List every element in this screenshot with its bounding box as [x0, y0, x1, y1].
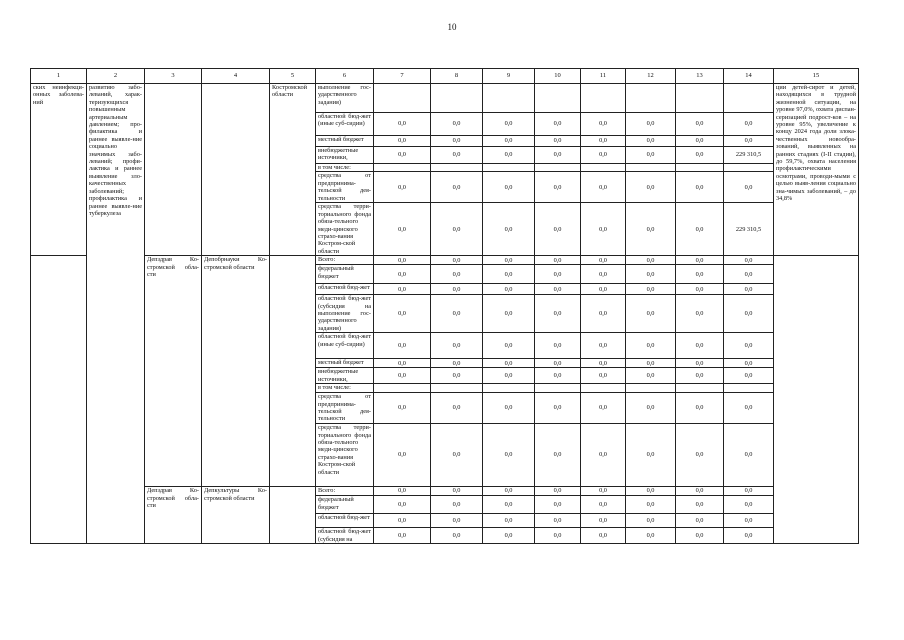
value-cell: 0,0	[374, 147, 431, 164]
value-cell: 0,0	[626, 265, 676, 284]
value-cell: 0,0	[431, 265, 483, 284]
source-label: в том числе:	[316, 384, 374, 393]
value-cell: 0,0	[483, 172, 535, 203]
value-cell: 0,0	[724, 256, 774, 265]
value-cell	[431, 384, 483, 393]
source-label: Всего:	[316, 256, 374, 265]
value-cell: 0,0	[535, 295, 581, 333]
value-cell: 0,0	[374, 203, 431, 256]
value-cell: 0,0	[483, 496, 535, 514]
value-cell: 0,0	[626, 136, 676, 147]
value-cell: 0,0	[676, 147, 724, 164]
value-cell: 0,0	[431, 172, 483, 203]
value-cell: 0,0	[431, 113, 483, 136]
value-cell: 0,0	[535, 487, 581, 496]
header-cell: 5	[270, 69, 316, 84]
value-cell: 0,0	[676, 136, 724, 147]
value-cell: 0,0	[581, 487, 626, 496]
value-cell: 0,0	[581, 295, 626, 333]
value-cell: 0,0	[724, 528, 774, 544]
value-cell: 0,0	[626, 295, 676, 333]
budget-table	[30, 68, 859, 544]
value-cell: 0,0	[431, 284, 483, 295]
task-description: развитию забо-леваний, харак-теризующихся повышенным артериальным давлением; про-филактика и раннее выявле-ние социально значимых забо-леваний; профи-лактика и раннее выявление зло-качественных заболеваний; профилактика и раннее выявле-ние туберкулеза	[87, 84, 145, 544]
value-cell	[374, 84, 431, 113]
value-cell	[483, 164, 535, 172]
value-cell: 0,0	[676, 496, 724, 514]
value-cell: 0,0	[483, 284, 535, 295]
value-cell: 0,0	[374, 359, 431, 368]
source-label: федеральный бюджет	[316, 265, 374, 284]
value-cell: 0,0	[581, 256, 626, 265]
source-label: выполнение гос-ударственного задания)	[316, 84, 374, 113]
value-cell: 0,0	[676, 393, 724, 424]
value-cell: 0,0	[724, 359, 774, 368]
value-cell: 0,0	[483, 333, 535, 359]
coexecutor-cell	[202, 84, 270, 256]
value-cell: 0,0	[535, 393, 581, 424]
value-cell: 0,0	[483, 203, 535, 256]
region-empty	[270, 487, 316, 544]
source-label: средства от предпринима-тельской дея-тельности	[316, 393, 374, 424]
responsible-executor: Депздрав Ко-стромской обла-сти	[145, 487, 202, 544]
value-cell: 0,0	[483, 514, 535, 528]
empty-col1	[31, 256, 87, 544]
value-cell	[535, 384, 581, 393]
source-label: средства терри-ториального фонда обяза-тельного меди-цинского страхо-вания Костром-ской области	[316, 203, 374, 256]
value-cell: 0,0	[676, 256, 724, 265]
value-cell	[676, 84, 724, 113]
value-cell: 0,0	[581, 284, 626, 295]
value-cell: 0,0	[724, 333, 774, 359]
value-cell	[374, 164, 431, 172]
value-cell: 0,0	[626, 333, 676, 359]
value-cell: 0,0	[676, 284, 724, 295]
value-cell: 0,0	[724, 113, 774, 136]
result-empty	[774, 256, 859, 544]
header-cell: 9	[483, 69, 535, 84]
header-cell: 4	[202, 69, 270, 84]
header-cell: 3	[145, 69, 202, 84]
source-label: в том числе:	[316, 164, 374, 172]
source-label: областной бюд-жет (субсидия на выполнение гос-ударственного задания)	[316, 295, 374, 333]
header-cell: 8	[431, 69, 483, 84]
value-cell: 0,0	[483, 393, 535, 424]
value-cell: 0,0	[374, 528, 431, 544]
value-cell: 0,0	[581, 172, 626, 203]
value-cell: 0,0	[626, 528, 676, 544]
header-cell: 11	[581, 69, 626, 84]
value-cell: 0,0	[374, 368, 431, 384]
value-cell: 0,0	[626, 514, 676, 528]
region-cell: Костромской области	[270, 84, 316, 256]
value-cell: 0,0	[483, 295, 535, 333]
value-cell: 0,0	[431, 368, 483, 384]
value-cell: 0,0	[374, 295, 431, 333]
value-cell: 0,0	[535, 514, 581, 528]
value-cell: 0,0	[676, 359, 724, 368]
source-label: средства терри-ториального фонда обяза-тельного меди-цинского страхо-вания Костром-ской области	[316, 424, 374, 487]
value-cell: 0,0	[581, 147, 626, 164]
value-cell: 0,0	[724, 136, 774, 147]
value-cell: 0,0	[581, 113, 626, 136]
value-cell: 0,0	[676, 265, 724, 284]
value-cell: 0,0	[374, 136, 431, 147]
header-cell: 1	[31, 69, 87, 84]
value-cell: 0,0	[431, 147, 483, 164]
value-cell: 0,0	[374, 265, 431, 284]
value-cell: 0,0	[431, 295, 483, 333]
value-cell	[483, 84, 535, 113]
source-label: областной бюд-жет	[316, 514, 374, 528]
value-cell: 0,0	[724, 393, 774, 424]
header-cell: 2	[87, 69, 145, 84]
value-cell: 229 310,5	[724, 147, 774, 164]
value-cell: 0,0	[374, 113, 431, 136]
table-row	[31, 487, 859, 496]
value-cell: 0,0	[626, 359, 676, 368]
value-cell: 0,0	[724, 514, 774, 528]
value-cell: 0,0	[374, 256, 431, 265]
value-cell: 0,0	[676, 113, 724, 136]
value-cell	[374, 384, 431, 393]
value-cell: 0,0	[535, 368, 581, 384]
result-indicator: ции детей-сирот и детей, находящихся в трудной жизненной ситуации, на уровне 97,0%, охвата диспан-серизацией подрост-ков – на уровне 95%, увеличение к концу 2024 года доли злока-чественных новообра-зований, выявленных на ранних стадиях (I-II стадии), до 59,7%, охвата населения профилактическими осмотрами, проводи-мыми с целью выяв-ления социально зна-чимых заболеваний, – до 34,8%	[774, 84, 859, 256]
value-cell: 0,0	[626, 284, 676, 295]
value-cell: 0,0	[374, 496, 431, 514]
value-cell: 0,0	[676, 487, 724, 496]
value-cell: 0,0	[483, 528, 535, 544]
value-cell: 0,0	[431, 203, 483, 256]
value-cell: 0,0	[676, 368, 724, 384]
region-empty	[270, 256, 316, 487]
value-cell: 0,0	[535, 136, 581, 147]
value-cell: 0,0	[626, 113, 676, 136]
value-cell: 0,0	[626, 147, 676, 164]
value-cell	[626, 164, 676, 172]
value-cell	[626, 384, 676, 393]
source-label: Всего:	[316, 487, 374, 496]
value-cell	[676, 384, 724, 393]
source-label: областной бюд-жет (субсидия на	[316, 528, 374, 544]
value-cell	[535, 84, 581, 113]
value-cell: 0,0	[626, 203, 676, 256]
value-cell	[581, 164, 626, 172]
value-cell: 0,0	[626, 172, 676, 203]
value-cell: 0,0	[535, 333, 581, 359]
value-cell: 0,0	[676, 528, 724, 544]
value-cell: 0,0	[374, 424, 431, 487]
value-cell: 0,0	[431, 333, 483, 359]
header-cell: 13	[676, 69, 724, 84]
value-cell: 0,0	[581, 359, 626, 368]
value-cell	[724, 84, 774, 113]
value-cell: 0,0	[626, 393, 676, 424]
source-label: областной бюд-жет (иные суб-сидии)	[316, 113, 374, 136]
source-label: местный бюджет	[316, 359, 374, 368]
value-cell: 0,0	[724, 172, 774, 203]
value-cell: 0,0	[724, 496, 774, 514]
value-cell: 0,0	[581, 136, 626, 147]
value-cell	[581, 384, 626, 393]
value-cell: 0,0	[535, 496, 581, 514]
value-cell: 0,0	[483, 424, 535, 487]
value-cell	[581, 84, 626, 113]
source-label: внебюджетные источники,	[316, 368, 374, 384]
value-cell: 0,0	[581, 368, 626, 384]
value-cell: 0,0	[431, 393, 483, 424]
value-cell: 0,0	[483, 136, 535, 147]
value-cell: 0,0	[483, 265, 535, 284]
header-cell: 7	[374, 69, 431, 84]
responsible-executor: Депздрав Ко-стромской обла-сти	[145, 256, 202, 487]
value-cell: 229 310,5	[724, 203, 774, 256]
value-cell	[431, 84, 483, 113]
value-cell: 0,0	[535, 424, 581, 487]
value-cell: 0,0	[483, 113, 535, 136]
value-cell: 0,0	[581, 393, 626, 424]
value-cell	[535, 164, 581, 172]
value-cell: 0,0	[724, 295, 774, 333]
value-cell: 0,0	[374, 172, 431, 203]
value-cell: 0,0	[581, 333, 626, 359]
value-cell: 0,0	[676, 514, 724, 528]
value-cell: 0,0	[724, 265, 774, 284]
value-cell: 0,0	[535, 147, 581, 164]
header-row	[31, 69, 859, 84]
header-cell: 10	[535, 69, 581, 84]
value-cell: 0,0	[535, 528, 581, 544]
value-cell: 0,0	[676, 295, 724, 333]
value-cell: 0,0	[431, 496, 483, 514]
value-cell: 0,0	[431, 528, 483, 544]
value-cell: 0,0	[676, 172, 724, 203]
responsible-cell	[145, 84, 202, 256]
value-cell: 0,0	[581, 424, 626, 487]
value-cell: 0,0	[431, 487, 483, 496]
value-cell: 0,0	[535, 203, 581, 256]
value-cell: 0,0	[626, 256, 676, 265]
header-cell: 12	[626, 69, 676, 84]
source-label: областной бюд-жет	[316, 284, 374, 295]
value-cell: 0,0	[483, 487, 535, 496]
table-row	[31, 84, 859, 113]
value-cell: 0,0	[431, 136, 483, 147]
value-cell: 0,0	[374, 333, 431, 359]
value-cell: 0,0	[626, 368, 676, 384]
header-cell: 6	[316, 69, 374, 84]
value-cell: 0,0	[581, 514, 626, 528]
value-cell: 0,0	[581, 203, 626, 256]
value-cell: 0,0	[535, 113, 581, 136]
source-label: местный бюджет	[316, 136, 374, 147]
value-cell	[626, 84, 676, 113]
value-cell: 0,0	[535, 284, 581, 295]
value-cell	[724, 164, 774, 172]
value-cell: 0,0	[374, 487, 431, 496]
value-cell	[431, 164, 483, 172]
value-cell: 0,0	[676, 333, 724, 359]
value-cell: 0,0	[431, 256, 483, 265]
value-cell	[724, 384, 774, 393]
value-cell: 0,0	[724, 424, 774, 487]
value-cell: 0,0	[431, 359, 483, 368]
task-name: ских неинфекци-онных заболева-ний	[31, 84, 87, 256]
value-cell: 0,0	[374, 284, 431, 295]
value-cell: 0,0	[431, 424, 483, 487]
value-cell: 0,0	[581, 496, 626, 514]
value-cell: 0,0	[724, 284, 774, 295]
value-cell: 0,0	[483, 147, 535, 164]
coexecutor: Депобрнауки Ко-стромской области	[202, 256, 270, 487]
value-cell: 0,0	[431, 514, 483, 528]
value-cell: 0,0	[483, 359, 535, 368]
value-cell: 0,0	[626, 487, 676, 496]
value-cell: 0,0	[483, 256, 535, 265]
value-cell: 0,0	[374, 393, 431, 424]
value-cell: 0,0	[374, 514, 431, 528]
value-cell: 0,0	[581, 528, 626, 544]
header-cell: 14	[724, 69, 774, 84]
value-cell: 0,0	[626, 424, 676, 487]
source-label: федеральный бюджет	[316, 496, 374, 514]
header-cell: 15	[774, 69, 859, 84]
value-cell: 0,0	[581, 265, 626, 284]
value-cell: 0,0	[535, 256, 581, 265]
source-label: средства от предпринима-тельской дея-тельности	[316, 172, 374, 203]
value-cell: 0,0	[676, 424, 724, 487]
value-cell: 0,0	[535, 359, 581, 368]
source-label: областной бюд-жет (иные суб-сидии)	[316, 333, 374, 359]
value-cell: 0,0	[483, 368, 535, 384]
coexecutor: Депкультуры Ко-стромской области	[202, 487, 270, 544]
value-cell	[483, 384, 535, 393]
value-cell: 0,0	[535, 172, 581, 203]
source-label: внебюджетные источники,	[316, 147, 374, 164]
value-cell	[676, 164, 724, 172]
value-cell: 0,0	[676, 203, 724, 256]
value-cell: 0,0	[724, 368, 774, 384]
page-number: 10	[447, 22, 457, 32]
value-cell: 0,0	[626, 496, 676, 514]
value-cell: 0,0	[724, 487, 774, 496]
table-row	[31, 256, 859, 265]
value-cell: 0,0	[535, 265, 581, 284]
